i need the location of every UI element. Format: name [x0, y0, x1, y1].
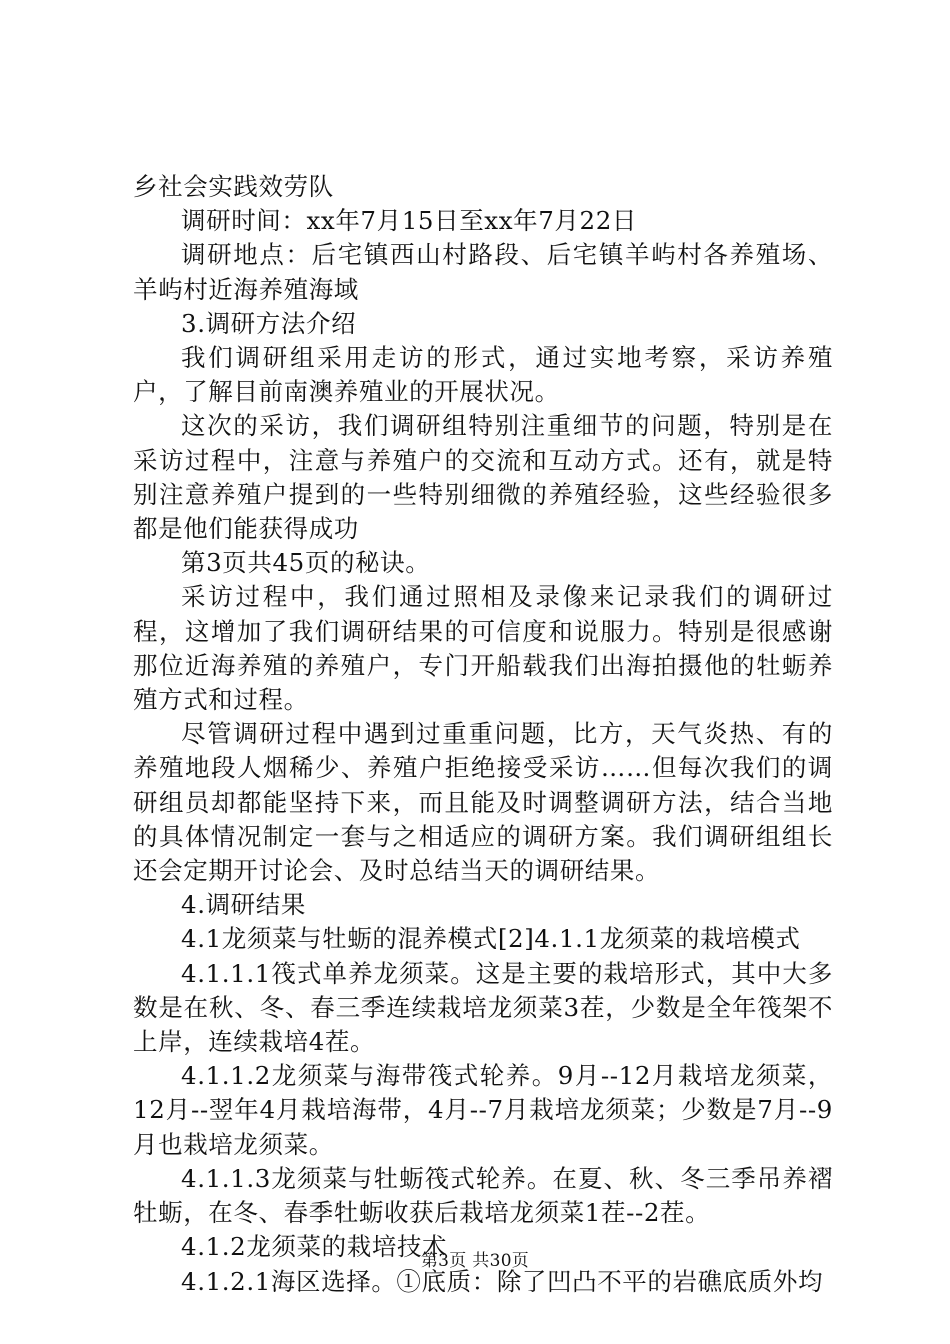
paragraph: 4.1.1.1筏式单养龙须菜。这是主要的栽培形式，其中大多数是在秋、冬、春三季连续栽培龙须菜3茬，少数是全年筏架不上岸，连续栽培4茬。 [133, 958, 833, 1057]
paragraph: 调研时间：xx年7月15日至xx年7月22日 [181, 206, 637, 236]
paragraph: 4.1.2.1海区选择。①底质：除了凹凸不平的岩礁底质外均 [181, 1266, 824, 1296]
document-body [133, 170, 833, 1299]
paragraph: 4.1.1.3龙须菜与牡蛎筏式轮养。在夏、秋、冬三季吊养褶牡蛎，在冬、春季牡蛎收获后栽培龙须菜1茬--2茬。 [133, 1163, 833, 1228]
paragraph: 4.1龙须菜与牡蛎的混养模式[2]4.1.1龙须菜的栽培模式 [181, 924, 801, 954]
paragraph: 我们调研组采用走访的形式，通过实地考察，采访养殖户，了解目前南澳养殖业的开展状况。 [133, 343, 833, 407]
paragraph: 采访过程中，我们通过照相及录像来记录我们的调研过程，这增加了我们调研结果的可信度和说服力。特别是很感谢那位近海养殖的养殖户，专门开船载我们出海拍摄他的牡蛎养殖方式和过程。 [133, 582, 833, 715]
paragraph: 4.1.1.2龙须菜与海带筏式轮养。9月--12月栽培龙须菜，12月--翌年4月栽培海带，4月--7月栽培龙须菜；少数是7月--9月也栽培龙须菜。 [133, 1061, 833, 1159]
paragraph: 乡社会实践效劳队 [133, 172, 334, 201]
section-heading: 4.调研结果 [181, 890, 306, 920]
paragraph: 3.调研方法介绍 [181, 308, 357, 338]
paragraph: 调研地点：后宅镇西山村路段、后宅镇羊屿村各养殖场、羊屿村近海养殖海域 [133, 240, 833, 304]
page-footer: 第3页 共30页 [420, 1251, 530, 1271]
paragraph: 4.1.2龙须菜的栽培技术 [181, 1232, 448, 1262]
paragraph: 这次的采访，我们调研组特别注重细节的问题，特别是在采访过程中，注意与养殖户的交流和互动方式。还有，就是特别注意养殖户提到的一些特别细微的养殖经验，这些经验很多都是他们能获得成功 [133, 411, 833, 544]
paragraph: 第3页共45页的秘诀。 [181, 548, 431, 578]
paragraph: 尽管调研过程中遇到过重重问题，比方，天气炎热、有的养殖地段人烟稀少、养殖户拒绝接受采访……但每次我们的调研组员却都能坚持下来，而且能及时调整调研方法，结合当地的具体情况制定一套与之相适应的调研方案。我们调研组组长还会定期开讨论会、及时总结当天的调研结果。 [133, 719, 833, 886]
